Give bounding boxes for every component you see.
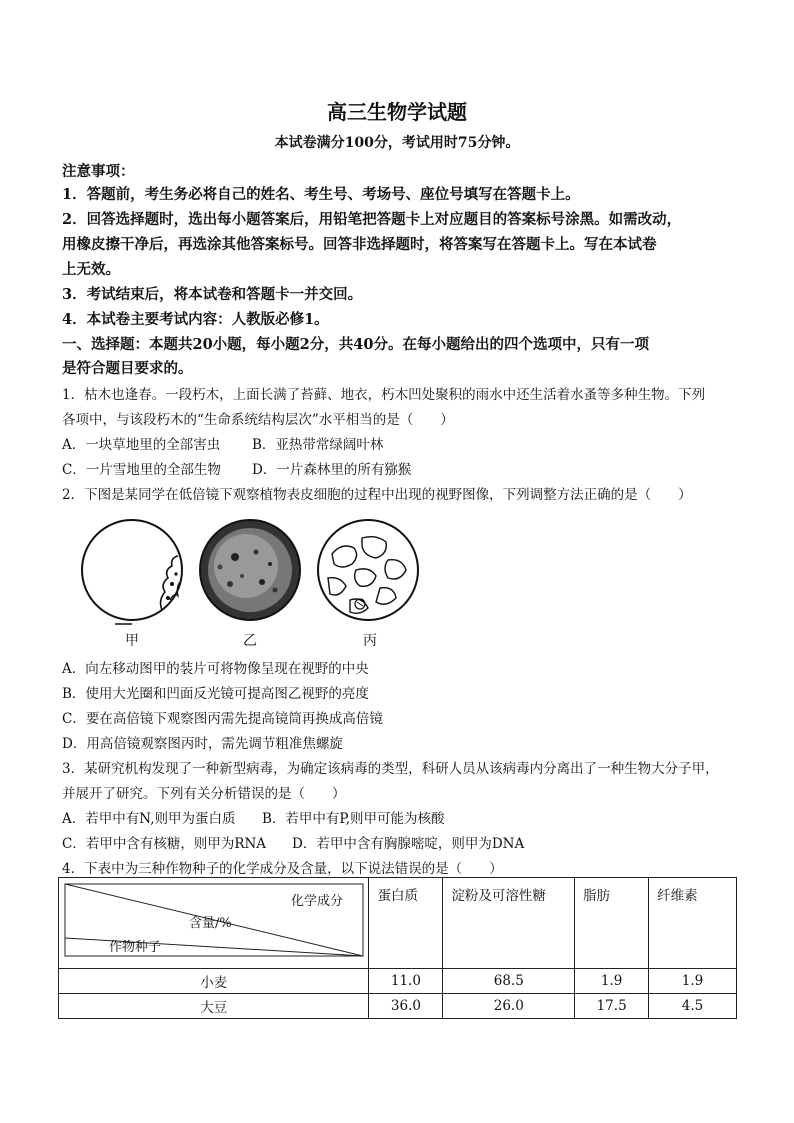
notice-heading: 注意事项： — [62, 163, 135, 180]
question-3-option-d: D．若甲中含有胸腺嘧啶，则甲为DNA — [292, 836, 525, 852]
exam-subtitle: 本试卷满分100分，考试用时75分钟。 — [274, 135, 520, 151]
notice-item: 3．考试结束后，将本试卷和答题卡一并交回。 — [62, 286, 363, 303]
seed-composition-table — [58, 877, 737, 1019]
question-3-stem: 3．某研究机构发现了一种新型病毒，为确定该病毒的类型，科研人员从该病毒内分离出了一种生物大分子甲， — [62, 761, 719, 777]
notice-item: 2．回答选择题时，选出每小题答案后，用铅笔把答题卡上对应题目的答案标号涂黑。如需改动， — [62, 211, 682, 228]
question-1-option-d: D．一片森林里的所有猕猴 — [252, 462, 412, 478]
table-cell: 4.5 — [649, 994, 737, 1019]
question-1-stem: 1．枯木也逢春。一段朽木，上面长满了苔藓、地衣，朽木凹处聚积的雨水中还生活着水蚤等多种生物。下列 — [62, 387, 706, 403]
question-3-option-c: C．若甲中含有核糖，则甲为RNA — [62, 836, 267, 852]
question-2-stem: 2．下图是某同学在低倍镜下观察植物表皮细胞的过程中出现的视野图像，下列调整方法正确的是（ ） — [62, 487, 692, 503]
column-header: 蛋白质 — [369, 878, 443, 969]
question-3-option-a: A．若甲中有N,则甲为蛋白质 — [62, 811, 236, 827]
question-1-option-a: A．一块草地里的全部害虫 — [62, 437, 221, 453]
question-4-stem: 4．下表中为三种作物种子的化学成分及含量，以下说法错误的是（ ） — [62, 861, 503, 877]
notice-item: 上无效。 — [62, 261, 120, 278]
table-cell: 1.9 — [575, 969, 649, 994]
field-label-bing: 丙 — [363, 633, 377, 649]
table-row — [59, 969, 737, 994]
microscope-fields-figure — [70, 512, 430, 632]
table-cell: 68.5 — [443, 969, 575, 994]
row-seed-name: 小麦 — [59, 969, 369, 994]
field-bing-image — [318, 520, 418, 620]
field-jia-image — [82, 520, 182, 624]
page-title: 高三生物学试题 — [327, 100, 467, 124]
field-label-jia: 甲 — [125, 633, 139, 649]
question-3-option-b: B．若甲中有P,则甲可能为核酸 — [262, 811, 445, 827]
notice-item: 4．本试卷主要考试内容：人教版必修1。 — [62, 311, 329, 328]
question-1-option-c: C．一片雪地里的全部生物 — [62, 462, 221, 478]
question-1-stem-cont: 各项中，与该段朽木的“生命系统结构层次”水平相当的是（ ） — [62, 412, 454, 428]
table-corner-cell — [59, 878, 369, 969]
question-1-option-b: B．亚热带常绿阔叶林 — [252, 437, 384, 453]
question-2-option-d: D．用高倍镜观察图丙时，需先调节粗准焦螺旋 — [62, 736, 343, 752]
column-header: 纤维素 — [649, 878, 737, 969]
table-cell: 36.0 — [369, 994, 443, 1019]
corner-label-component: 化学成分 — [291, 894, 344, 909]
corner-label-seed: 作物种子 — [109, 940, 162, 955]
table-cell: 26.0 — [443, 994, 575, 1019]
question-2-option-a: A．向左移动图甲的装片可将物像呈现在视野的中央 — [62, 661, 369, 677]
section-heading-cont: 是符合题目要求的。 — [62, 360, 193, 377]
field-label-yi: 乙 — [243, 633, 257, 649]
question-3-stem-cont: 并展开了研究。下列有关分析错误的是（ ） — [62, 786, 346, 802]
table-header-row — [59, 878, 737, 969]
column-header: 淀粉及可溶性糖 — [443, 878, 575, 969]
row-seed-name: 大豆 — [59, 994, 369, 1019]
corner-label-content: 含量/% — [189, 916, 232, 931]
question-2-option-b: B．使用大光圈和凹面反光镜可提高图乙视野的亮度 — [62, 686, 369, 702]
field-yi-image — [200, 520, 300, 620]
table-row — [59, 994, 737, 1019]
table-cell: 1.9 — [649, 969, 737, 994]
section-heading: 一、选择题：本题共20小题，每小题2分，共40分。在每小题给出的四个选项中，只有一项 — [62, 336, 649, 353]
table-cell: 17.5 — [575, 994, 649, 1019]
table-cell: 11.0 — [369, 969, 443, 994]
notice-item: 用橡皮擦干净后，再选涂其他答案标号。回答非选择题时，将答案写在答题卡上。写在本试卷 — [62, 236, 657, 253]
column-header: 脂肪 — [575, 878, 649, 969]
question-2-option-c: C．要在高倍镜下观察图丙需先提高镜筒再换成高倍镜 — [62, 711, 383, 727]
notice-item: 1．答题前，考生务必将自己的姓名、考生号、考场号、座位号填写在答题卡上。 — [62, 186, 580, 203]
